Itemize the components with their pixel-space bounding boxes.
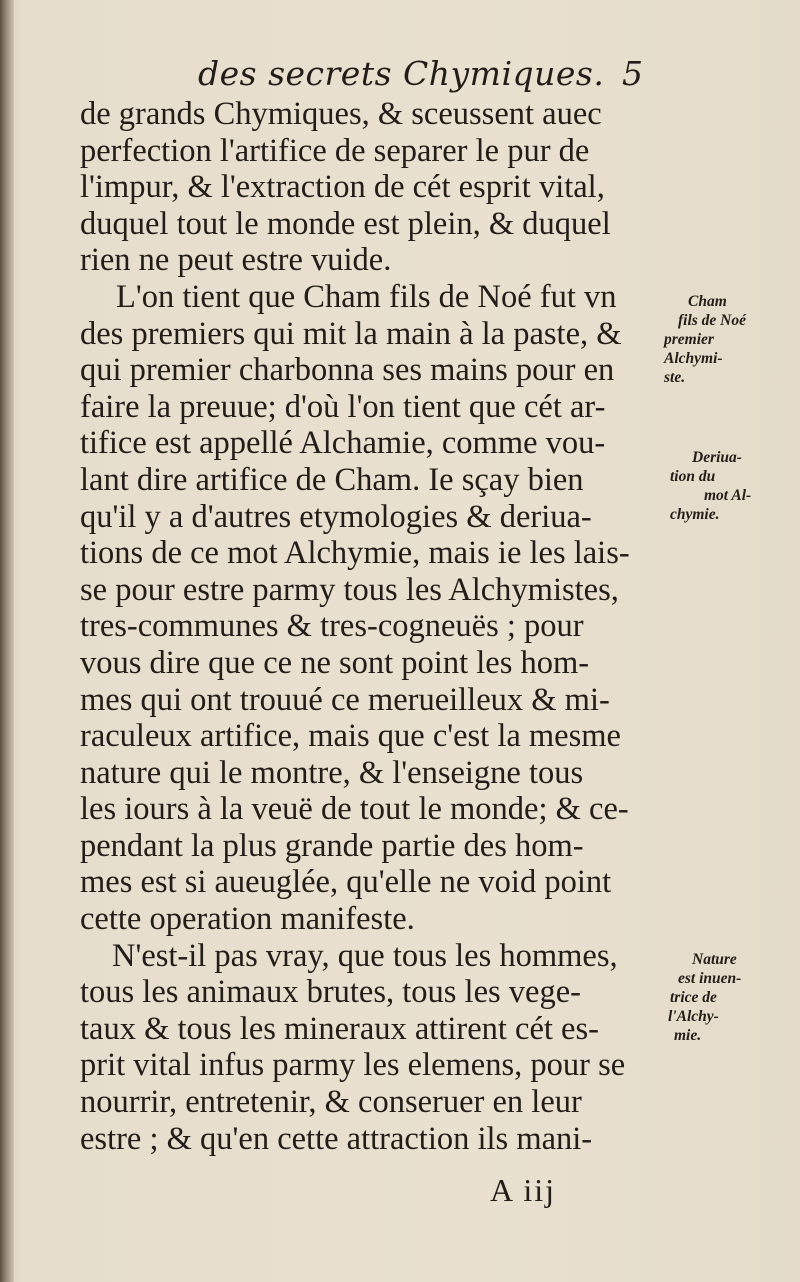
margin-note-line: Cham	[688, 293, 727, 310]
text-line: se pour estre parmy tous les Alchymistes,	[80, 571, 619, 608]
margin-note-line: tion du	[670, 468, 716, 485]
margin-note-line: trice de	[670, 989, 717, 1006]
text-line: faire la preuue; d'où l'on tient que cét ar-	[80, 388, 606, 425]
page-number: 5	[622, 54, 643, 93]
text-line: mes qui ont trouué ce merueilleux & mi-	[80, 681, 610, 718]
text-line: tions de ce mot Alchymie, mais ie les lais-	[80, 535, 630, 572]
text-line: nature qui le montre, & l'enseigne tous	[80, 754, 584, 791]
text-line: tres-communes & tres-cogneuës ; pour	[80, 608, 584, 645]
text-line: taux & tous les mineraux attirent cét es-	[80, 1010, 599, 1047]
text-line: tous les animaux brutes, tous les vege-	[80, 974, 581, 1011]
text-line: de grands Chymiques, & sceussent auec	[80, 96, 602, 132]
text-line: pendant la plus grande partie des hom-	[80, 827, 584, 864]
text-line: l'impur, & l'extraction de cét esprit vital,	[80, 169, 605, 206]
text-line: estre ; & qu'en cette attraction ils mani-	[80, 1120, 593, 1157]
margin-note-derivation	[664, 448, 800, 524]
margin-note-line: mot Al-	[704, 487, 752, 504]
text-line: qu'il y a d'autres etymologies & deriua-	[80, 498, 592, 535]
text-line: duquel tout le monde est plein, & duquel	[80, 205, 611, 242]
text-line: vous dire que ce ne sont point les hom-	[80, 644, 590, 681]
paragraph-start-line: N'est-il pas vray, que tous les hommes,	[112, 937, 618, 974]
text-line: rien ne peut estre vuide.	[80, 242, 392, 279]
text-line: qui premier charbonna ses mains pour en	[80, 352, 615, 389]
margin-note-line: ste.	[664, 369, 686, 386]
text-line: mes est si aueuglée, qu'elle ne void point	[80, 864, 612, 901]
margin-note-line: fils de Noé	[678, 312, 747, 329]
book-gutter	[0, 0, 14, 1282]
text-line: prit vital infus parmy les elemens, pour se	[80, 1047, 626, 1084]
paragraph-start-line: L'on tient que Cham fils de Noé fut vn	[116, 278, 617, 315]
text-line: cette operation manifeste.	[80, 901, 415, 938]
margin-note-nature	[664, 950, 800, 1045]
text-line: perfection l'artifice de separer le pur de	[80, 132, 590, 169]
text-line: nourrir, entretenir, & conseruer en leur	[80, 1084, 582, 1121]
signature-mark: A iij	[490, 1172, 557, 1208]
margin-note-line: premier	[664, 331, 714, 348]
margin-note-line: Alchymi-	[664, 350, 723, 367]
margin-note-line: chymie.	[670, 506, 720, 523]
text-line: raculeux artifice, mais que c'est la mesme	[80, 718, 621, 755]
text-line: lant dire artifice de Cham. Ie sçay bien	[80, 461, 584, 498]
margin-note-line: Deriua-	[692, 449, 742, 466]
margin-note-line: Nature	[692, 951, 737, 968]
margin-note-line: est inuen-	[678, 970, 742, 987]
text-line: des premiers qui mit la main à la paste, &	[80, 315, 622, 352]
text-line: les iours à la veuë de tout le monde; & ce-	[80, 791, 629, 828]
text-line: tifice est appellé Alchamie, comme vou-	[80, 425, 606, 462]
margin-note-line: mie.	[674, 1027, 702, 1044]
page-header	[0, 52, 800, 96]
body-text	[80, 96, 662, 1157]
margin-note-cham	[664, 292, 800, 387]
running-title: des secrets Chymiques.	[198, 54, 605, 93]
margin-note-line: l'Alchy-	[668, 1008, 719, 1025]
